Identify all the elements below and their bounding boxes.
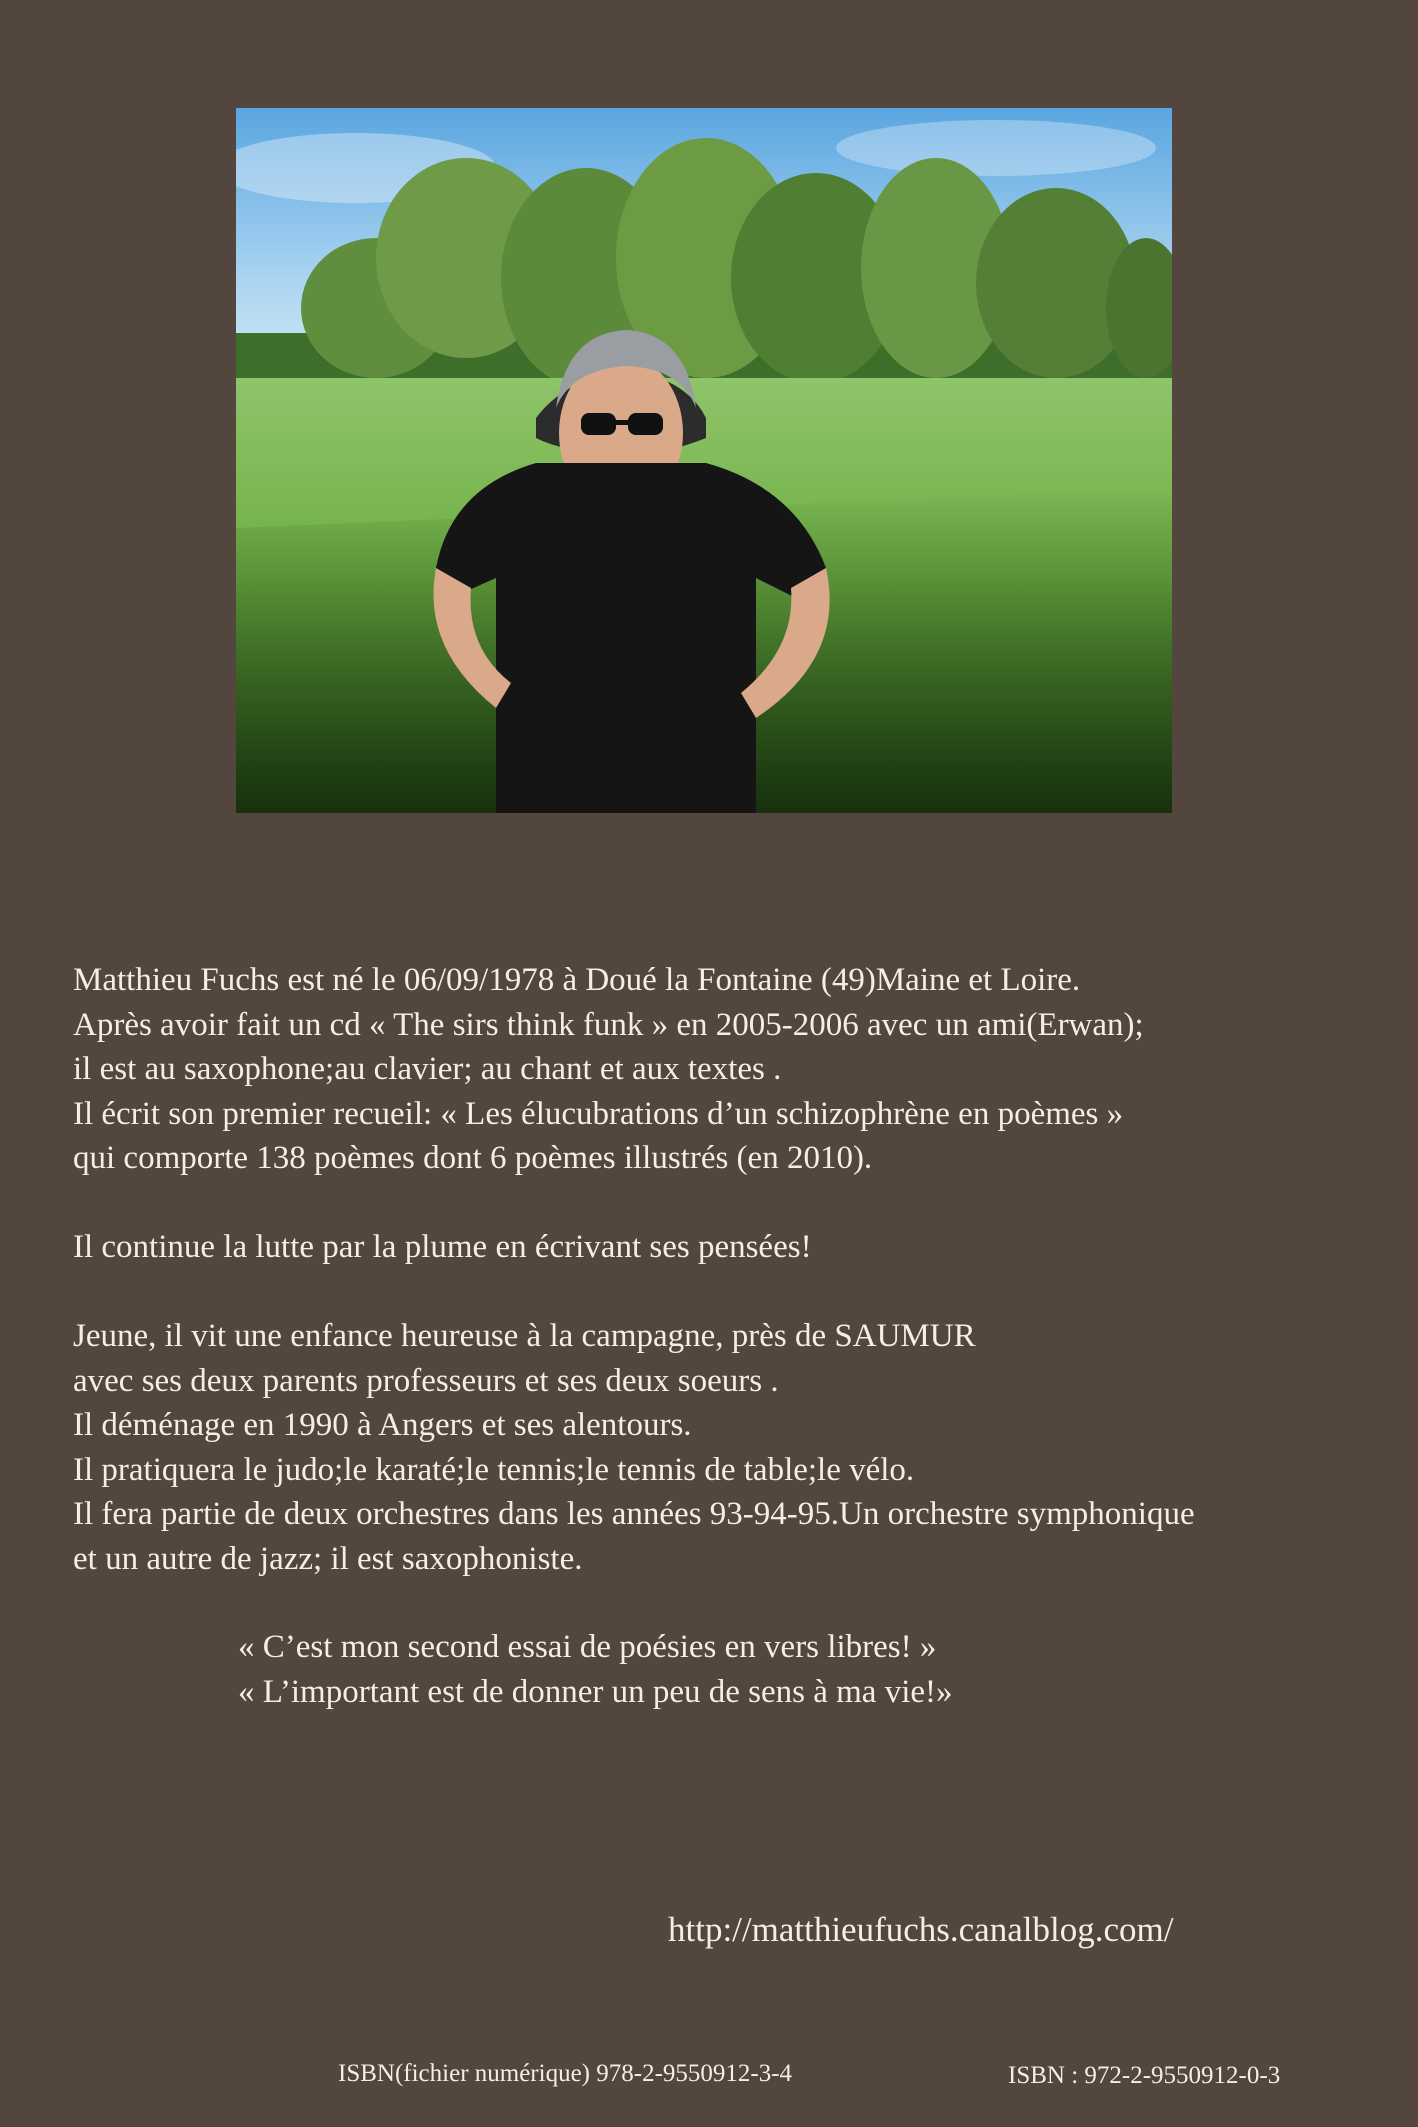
bio-line: avec ses deux parents professeurs et ses deux soeurs . xyxy=(73,1362,779,1399)
bio-line: Matthieu Fuchs est né le 06/09/1978 à Doué la Fontaine (49)Maine et Loire. xyxy=(73,962,1081,998)
quote-line: « C’est mon second essai de poésies en vers libres! » xyxy=(238,1629,937,1665)
author-quotes xyxy=(238,1625,953,1714)
author-biography xyxy=(73,958,1393,1581)
bio-line: et un autre de jazz; il est saxophoniste. xyxy=(73,1540,583,1577)
bio-line: Après avoir fait un cd « The sirs think funk » en 2005-2006 avec un ami(Erwan); xyxy=(73,1006,1144,1043)
bio-line: qui comporte 138 poèmes dont 6 poèmes illustrés (en 2010). xyxy=(73,1140,873,1176)
paragraph-gap xyxy=(73,1270,1393,1315)
blog-url[interactable]: http://matthieufuchs.canalblog.com/ xyxy=(668,1910,1174,1949)
isbn-digital: ISBN(fichier numérique) 978-2-9550912-3-4 xyxy=(338,2060,793,2087)
isbn-print: ISBN : 972-2-9550912-0-3 xyxy=(1008,2062,1281,2089)
quote-line: « L’important est de donner un peu de sens à ma vie!» xyxy=(238,1673,953,1710)
bio-line: il est au saxophone;au clavier; au chant et aux textes . xyxy=(73,1051,782,1087)
bio-line: Jeune, il vit une enfance heureuse à la campagne, près de SAUMUR xyxy=(73,1318,976,1354)
paragraph-gap xyxy=(73,1181,1393,1226)
bio-line: Il écrit son premier recueil: « Les élucubrations d’un schizophrène en poèmes » xyxy=(73,1095,1124,1132)
bio-line: Il déménage en 1990 à Angers et ses alentours. xyxy=(73,1407,692,1443)
bio-line: Il fera partie de deux orchestres dans les années 93-94-95.Un orchestre symphonique xyxy=(73,1496,1195,1532)
author-photo xyxy=(236,108,1172,813)
bio-line: Il pratiquera le judo;le karaté;le tennis;le tennis de table;le vélo. xyxy=(73,1451,915,1488)
bio-line: Il continue la lutte par la plume en écrivant ses pensées! xyxy=(73,1229,812,1265)
author-photo-image xyxy=(236,108,1172,813)
